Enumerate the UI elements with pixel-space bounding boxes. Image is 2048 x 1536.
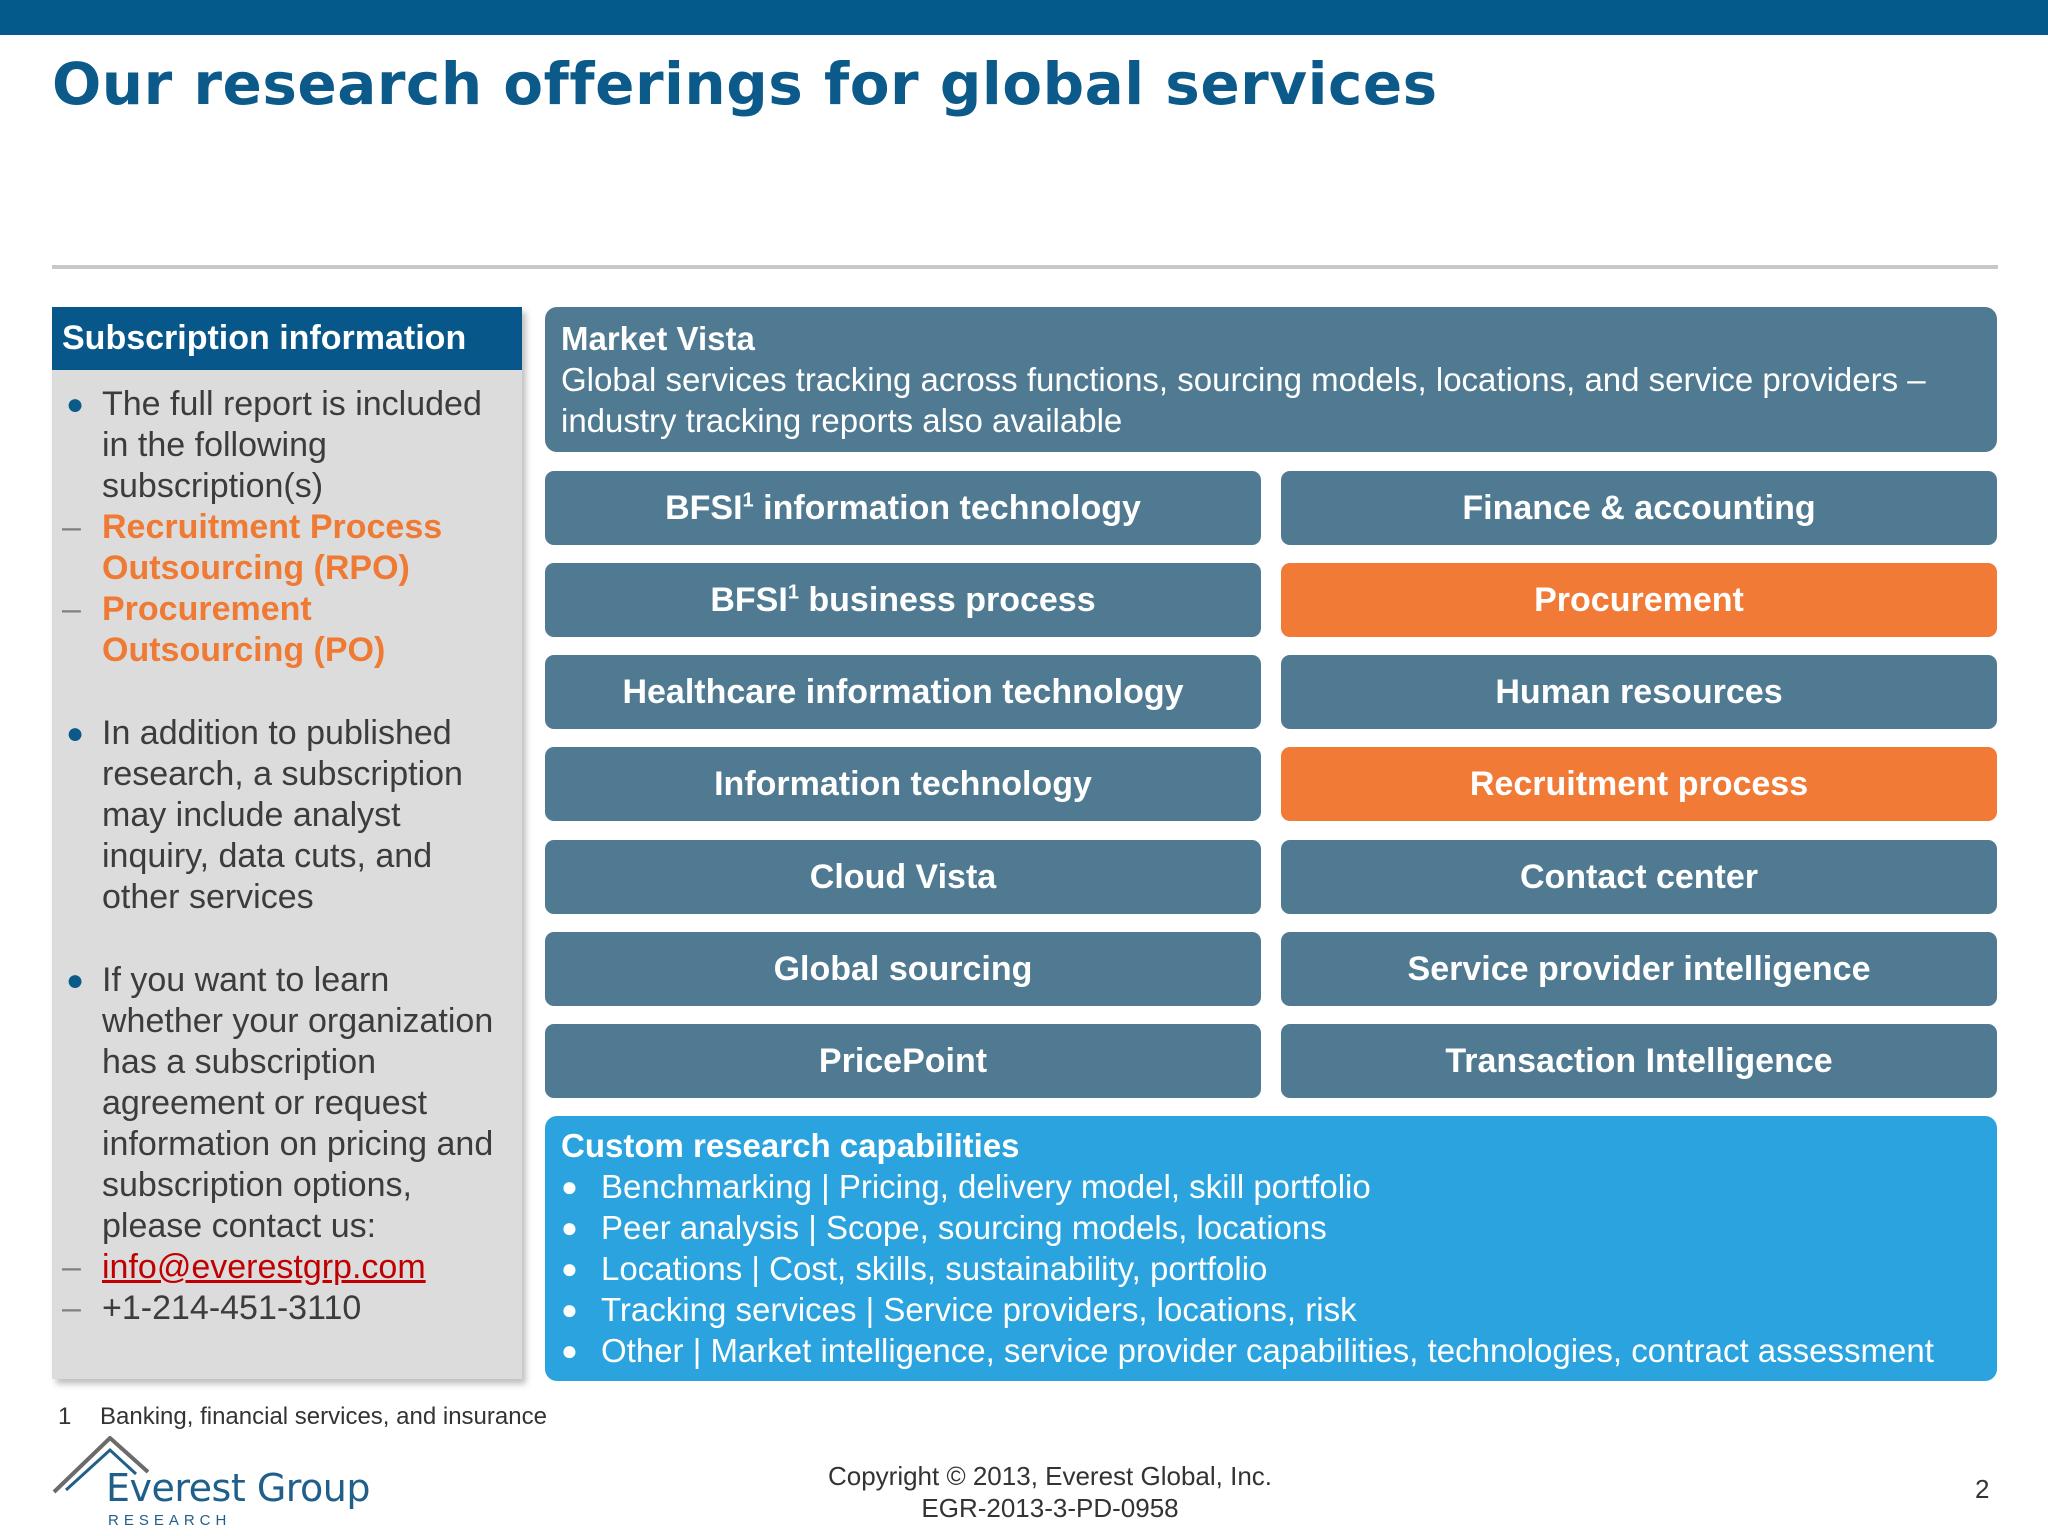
bullet-icon: ● [66,388,85,421]
copyright: Copyright © 2013, Everest Global, Inc. EGR-2013-3-PD-0958 [827,1461,1273,1523]
subscription-item-po: – Procurement Outsourcing (PO) [62,590,386,669]
bullet-icon: ● [66,717,85,750]
list-item: ● Peer analysis | Scope, sourcing models, locations [561,1209,1327,1246]
subscription-item-rpo: – Recruitment Process Outsourcing (RPO) [62,508,443,587]
top-bar [0,0,2048,35]
title-divider [52,265,1998,269]
list-item: ● Locations | Cost, skills, sustainability, portfolio [561,1250,1268,1287]
tile-bfsi-bp: BFSI$^1$ business process [545,563,1261,637]
email-link[interactable]: info@everestgrp.com [102,1248,426,1286]
tile-global-sourcing: Global sourcing [545,932,1261,1006]
tile-service-provider-intelligence: Service provider intelligence [1281,932,1997,1006]
tile-procurement: Procurement [1281,563,1997,637]
bullet-icon: ● [561,1171,578,1202]
tile-recruitment-process: Recruitment process [1281,747,1997,821]
tile-human-resources: Human resources [1281,655,1997,729]
list-item: ● Tracking services | Service providers, locations, risk [561,1291,1357,1328]
bullet-contact: ● If you want to learn whether your organization has a subscription agreement or request information on pricing and subscription options, please contact us: [66,961,494,1245]
tile-information-technology: Information technology [545,747,1261,821]
subscription-panel [52,307,522,1379]
page-number: 2 [1975,1474,1990,1504]
dash-icon: – [62,1289,81,1327]
tile-pricepoint: PricePoint [545,1024,1261,1098]
bullet-icon: ● [561,1212,578,1243]
market-vista-box [545,307,1997,452]
dash-icon: – [62,590,81,628]
market-vista-description: Global services tracking across functions, sourcing models, locations, and service providers – industry tracking reports also available [561,361,1926,439]
tile-transaction-intelligence: Transaction Intelligence [1281,1024,1997,1098]
contact-email [62,1247,510,1288]
footnote: 1 Banking, financial services, and insurance [58,1403,547,1430]
bullet-icon: ● [561,1294,578,1325]
bullet-additional-services: ● In addition to published research, a subscription may include analyst inquiry, data cuts, and other services [66,714,463,916]
bullet-full-report: ● The full report is included in the following subscription(s) [66,385,482,505]
list-item: ● Benchmarking | Pricing, delivery model, skill portfolio [561,1168,1371,1205]
list-item: ● Other | Market intelligence, service provider capabilities, technologies, contract assessment [561,1332,1934,1369]
market-vista-title: Market Vista [561,320,755,357]
dash-icon: – [62,508,81,546]
subscription-header: Subscription information [52,307,522,370]
everest-group-logo [52,1436,371,1529]
logo-subtitle: RESEARCH [108,1512,232,1529]
tile-healthcare-it: Healthcare information technology [545,655,1261,729]
tile-bfsi-it: BFSI$^1$ information technology [545,471,1261,545]
bullet-icon: ● [66,964,85,997]
bullet-icon: ● [561,1253,578,1284]
contact-phone: – +1-214-451-3110 [62,1289,362,1327]
logo-name: Everest Group [106,1466,371,1510]
tile-finance-accounting: Finance & accounting [1281,471,1997,545]
custom-research-title: Custom research capabilities [561,1127,1020,1164]
tile-cloud-vista: Cloud Vista [545,840,1261,914]
page-title: Our research offerings for global services [52,50,1438,118]
tile-contact-center: Contact center [1281,840,1997,914]
dash-icon: – [62,1248,81,1286]
custom-research-box [545,1116,1997,1381]
bullet-icon: ● [561,1335,578,1366]
